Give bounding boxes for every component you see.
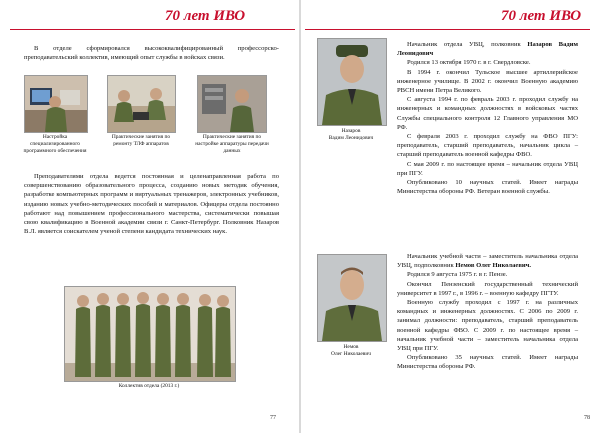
photo-phone-repair bbox=[107, 75, 176, 133]
caption-department-staff: Коллектив отдела (2013 г.) bbox=[118, 383, 180, 389]
caption-nazarov-names: Вадим Леонидович bbox=[328, 135, 374, 141]
caption-data-equipment: Практические занятия по настройке аппаратуры передачи данных bbox=[195, 134, 269, 154]
bio-nemov: Начальник учебной части – заместитель начальника отдела УВЦ, подполковник Немов Олег Николаевич. Родился 9 августа 1975 г. в г. Пензе. Окончил Пензенский государственный технический университет в 1997 г., в 1996 г. – военную кафедру ПГТУ. Военную службу проходил с 1997 г. на различных командных и инженерных должностях. С 2006 по 2009 г. занимал должности: преподаватель, старший преподаватель военной кафедры ФВО. С 2009 г. по настоящее время – начальник учебной части – заместитель начальника отдела УВЦ при ПГУ. Опубликовано 35 научных статей. Имеет награды Министерства обороны РФ. bbox=[397, 253, 578, 371]
bio-nemov-intro: Начальник учебной части – заместитель начальника отдела УВЦ, подполковник bbox=[397, 253, 578, 270]
left-header-title: 70 лет ИВО bbox=[165, 8, 246, 24]
caption-nazarov bbox=[313, 128, 389, 142]
portrait-nazarov bbox=[317, 38, 387, 126]
photo-data-equipment bbox=[197, 75, 267, 133]
bio-nazarov-intro: Начальник отдела УВЦ, полковник bbox=[407, 41, 528, 48]
left-header-rule bbox=[10, 29, 295, 30]
caption-nemov-names: Олег Николаевич bbox=[331, 351, 371, 357]
caption-phone-repair: Практические занятия по ремонту ТЛФ аппаратов bbox=[111, 134, 171, 147]
bio-nemov-name: Немов Олег Николаевич. bbox=[455, 262, 532, 270]
portrait-nemov bbox=[317, 254, 387, 342]
right-page-number: 78 bbox=[584, 415, 590, 421]
left-page bbox=[0, 0, 299, 433]
left-page-number: 77 bbox=[270, 415, 276, 421]
right-page bbox=[301, 0, 600, 433]
caption-software-setup: Настройка специализированного программного обеспечения bbox=[23, 134, 87, 154]
photo-department-staff bbox=[64, 286, 236, 382]
left-intro: В отделе сформировался высококвалифицированный профессорско-преподавательский коллектив, имеющий опыт службы в войсках связи. bbox=[24, 45, 279, 62]
caption-nemov-surname: Немов bbox=[343, 344, 359, 350]
right-header-rule bbox=[305, 29, 590, 30]
caption-nemov bbox=[313, 344, 389, 358]
bio-nazarov: Начальник отдела УВЦ, полковник Назаров Вадим Леонидович Родился 13 октября 1970 г. в г. Свердловске. В 1994 г. окончил Тульское высшее артиллерийское инженерное училище. В 2002 г. окончил Военную академию РВСН имени Петра Великого. С августа 1994 г. по февраль 2003 г. проходил службу на инженерных и командных должностях в войсковых частях Службы специального контроля 12 Главного управления МО РФ. С февраля 2003 г. проходил службу на ФВО ПГУ: преподаватель, старший преподаватель, начальник цикла – старший преподаватель военной кафедры ФВО. С мая 2009 г. по настоящее время – начальник отдела УВЦ при ПГУ. Опубликовано 10 научных статей. Имеет награды Министерства обороны РФ. Ветеран военной службы. bbox=[397, 41, 579, 196]
caption-nazarov-surname: Назаров bbox=[341, 128, 361, 134]
right-header-title: 70 лет ИВО bbox=[501, 8, 582, 24]
left-body-text: Преподавателями отдела ведется постоянная и целенаправленная работа по совершенствованию образовательного процесса, созданию новых методик обучения, разработке компьютерных программ и виртуальных тренажеров, электронных учебников, изданию новых учебно-методических пособий и материалов. Офицеры отдела постоянно работают над повышением профессионального мастерства, систематически повышая свою квалификацию в Военной академии связи г. Санкт-Петербург. Полковник Назаров В.Л. является соискателем ученой степени кандидата технических наук. bbox=[24, 173, 279, 236]
bio-nazarov-name: Назаров Вадим Леонидович bbox=[397, 41, 579, 58]
photo-software-setup bbox=[24, 75, 88, 133]
